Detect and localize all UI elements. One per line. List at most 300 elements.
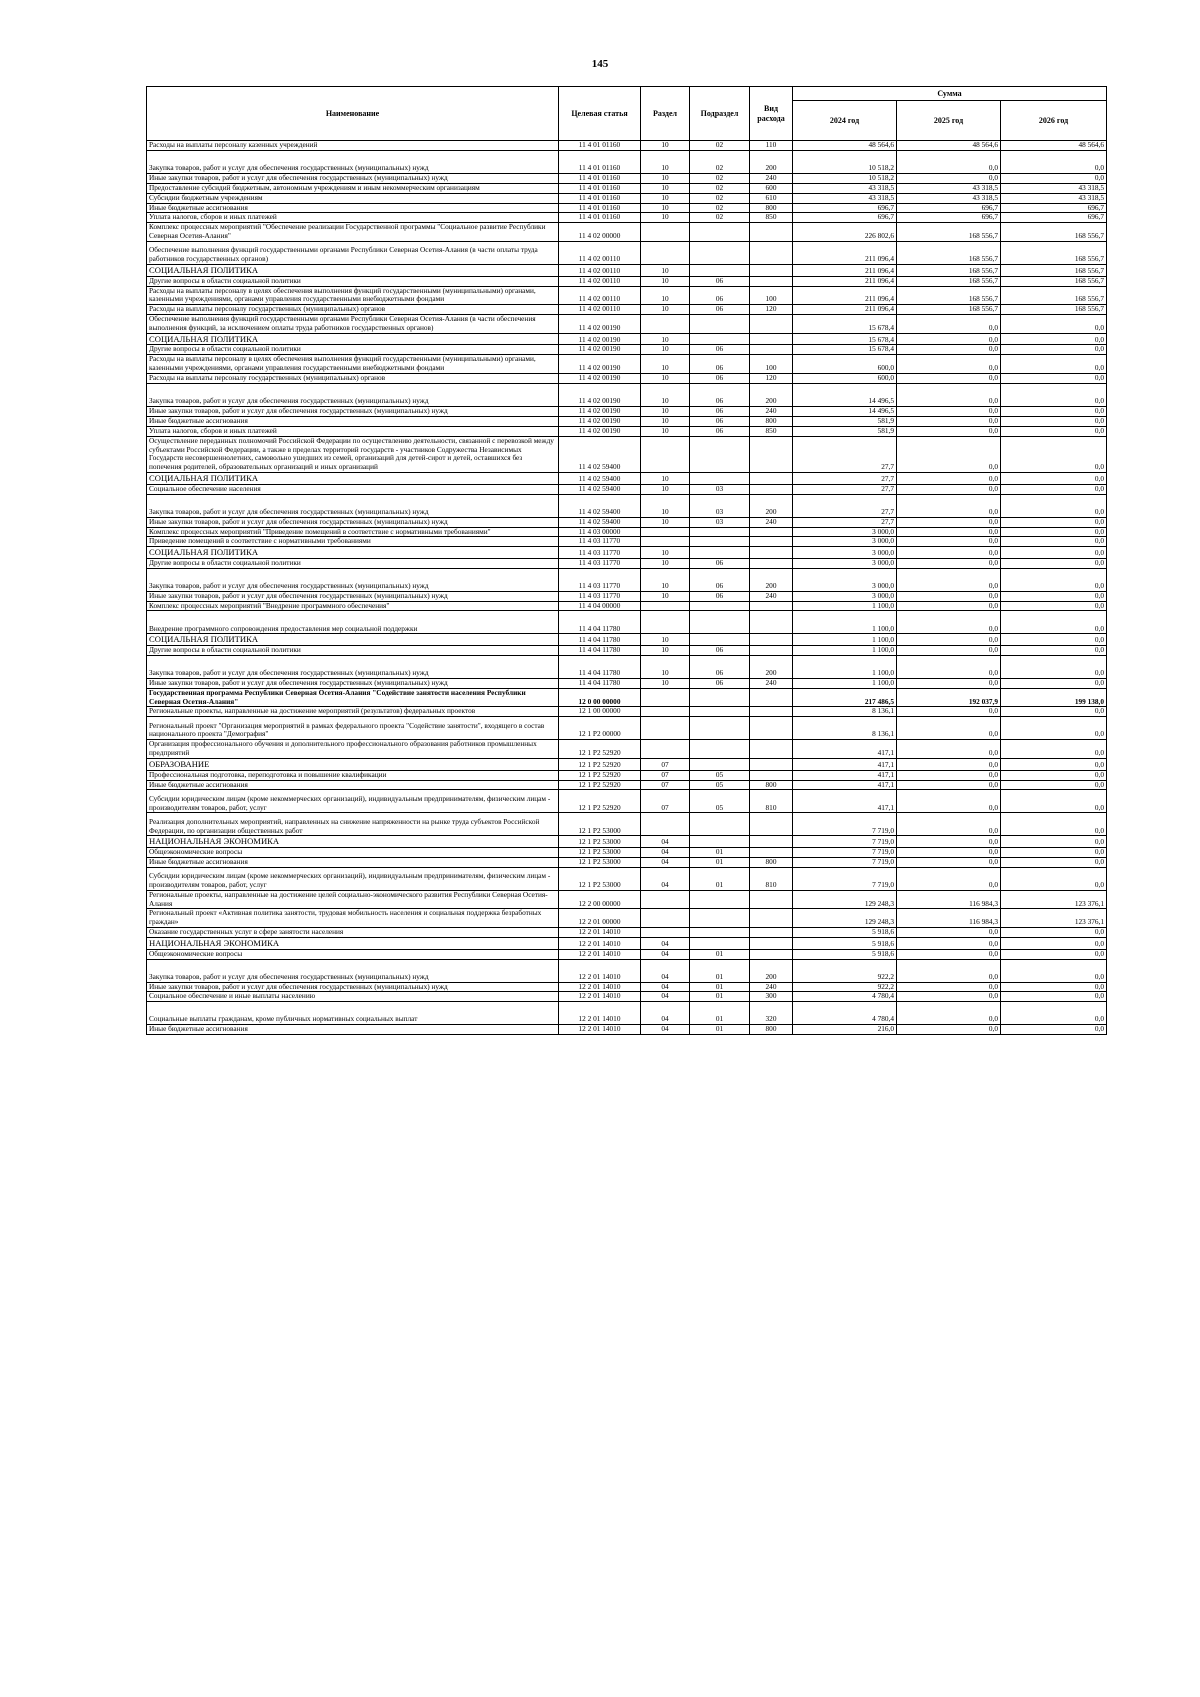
cell-podrazdel: 01	[690, 992, 750, 1002]
cell-2024: 3 000,0	[793, 591, 897, 601]
cell-2025: 0,0	[897, 384, 1001, 407]
cell-podrazdel: 06	[690, 655, 750, 678]
cell-2024: 417,1	[793, 759, 897, 770]
header-podrazdel: Подраздел	[690, 87, 750, 141]
cell-razdel: 10	[641, 265, 690, 276]
cell-code: 12 1 P2 52920	[559, 780, 641, 790]
cell-code: 11 4 03 11770	[559, 537, 641, 547]
cell-name: Обеспечение выполнения функций государственными органами Республики Северная Осетия-Алания (в части обеспечения выполнения функций, за исключением оплаты труда работников государственных органов)	[147, 315, 559, 334]
table-row	[147, 276, 1107, 286]
cell-2024: 129 248,3	[793, 909, 897, 928]
cell-razdel	[641, 436, 690, 473]
cell-podrazdel: 01	[690, 959, 750, 982]
cell-2026: 0,0	[1001, 494, 1107, 517]
cell-podrazdel	[690, 315, 750, 334]
cell-podrazdel	[690, 547, 750, 558]
cell-2026: 0,0	[1001, 717, 1107, 740]
budget-table-wrapper	[146, 86, 1106, 1035]
cell-2024: 15 678,4	[793, 315, 897, 334]
cell-podrazdel	[690, 634, 750, 645]
cell-razdel	[641, 717, 690, 740]
cell-razdel: 07	[641, 790, 690, 813]
cell-2024: 1 100,0	[793, 645, 897, 655]
cell-2025: 0,0	[897, 473, 1001, 484]
cell-razdel: 10	[641, 374, 690, 384]
cell-2024: 27,7	[793, 436, 897, 473]
cell-code: 12 1 P2 53000	[559, 836, 641, 847]
cell-2026: 0,0	[1001, 547, 1107, 558]
table-row	[147, 688, 1107, 707]
cell-2025: 696,7	[897, 213, 1001, 223]
table-row	[147, 770, 1107, 780]
cell-2026: 0,0	[1001, 759, 1107, 770]
cell-2026: 0,0	[1001, 959, 1107, 982]
cell-podrazdel: 06	[690, 355, 750, 374]
cell-2026: 0,0	[1001, 847, 1107, 857]
cell-code: 11 4 01 01160	[559, 150, 641, 173]
table-row	[147, 333, 1107, 344]
cell-razdel: 10	[641, 203, 690, 213]
cell-razdel: 10	[641, 173, 690, 183]
cell-2026: 168 556,7	[1001, 276, 1107, 286]
cell-razdel: 10	[641, 645, 690, 655]
cell-razdel: 10	[641, 655, 690, 678]
cell-code: 12 2 01 14010	[559, 992, 641, 1002]
cell-podrazdel: 06	[690, 374, 750, 384]
cell-name: Обеспечение выполнения функций государственными органами Республики Северная Осетия-Алания (в части оплаты труда работников государственных органов)	[147, 242, 559, 265]
cell-vid	[750, 847, 793, 857]
cell-name: Социальное обеспечение и иные выплаты населению	[147, 992, 559, 1002]
cell-vid: 800	[750, 780, 793, 790]
cell-podrazdel	[690, 611, 750, 634]
cell-podrazdel: 02	[690, 141, 750, 151]
cell-podrazdel	[690, 333, 750, 344]
cell-name: Организация профессионального обучения и дополнительного профессионального образования работников промышленных предприятий	[147, 740, 559, 759]
cell-code: 11 4 02 00190	[559, 426, 641, 436]
header-vid: Вид расхода	[750, 87, 793, 141]
cell-name: Расходы на выплаты персоналу государственных (муниципальных) органов	[147, 374, 559, 384]
cell-name: Комплекс процессных мероприятий "Внедрение программного обеспечения"	[147, 601, 559, 611]
cell-vid	[750, 645, 793, 655]
table-row	[147, 938, 1107, 949]
cell-code: 12 2 01 14010	[559, 959, 641, 982]
cell-2026: 0,0	[1001, 484, 1107, 494]
cell-code: 11 4 04 11780	[559, 678, 641, 688]
table-row	[147, 717, 1107, 740]
cell-2026: 0,0	[1001, 611, 1107, 634]
cell-2026: 0,0	[1001, 1025, 1107, 1035]
cell-2025: 0,0	[897, 949, 1001, 959]
cell-razdel	[641, 527, 690, 537]
table-row	[147, 355, 1107, 374]
cell-2024: 1 100,0	[793, 678, 897, 688]
cell-code: 11 4 03 11770	[559, 591, 641, 601]
cell-2025: 0,0	[897, 407, 1001, 417]
table-header	[147, 87, 1107, 141]
cell-podrazdel	[690, 527, 750, 537]
cell-2024: 14 496,5	[793, 407, 897, 417]
cell-name: СОЦИАЛЬНАЯ ПОЛИТИКА	[147, 473, 559, 484]
cell-2025: 43 318,5	[897, 183, 1001, 193]
cell-vid	[750, 547, 793, 558]
cell-name: Предоставление субсидий бюджетным, автономным учреждениям и иным некоммерческим организациям	[147, 183, 559, 193]
cell-2026: 0,0	[1001, 1002, 1107, 1025]
cell-2026: 0,0	[1001, 949, 1107, 959]
cell-2026: 0,0	[1001, 436, 1107, 473]
cell-2026: 0,0	[1001, 982, 1107, 992]
cell-2024: 211 096,4	[793, 286, 897, 305]
cell-razdel: 10	[641, 678, 690, 688]
cell-vid	[750, 813, 793, 836]
cell-2025: 0,0	[897, 436, 1001, 473]
cell-vid: 100	[750, 286, 793, 305]
cell-code: 12 1 P2 53000	[559, 867, 641, 890]
cell-2026: 0,0	[1001, 558, 1107, 568]
cell-2025: 0,0	[897, 355, 1001, 374]
table-row	[147, 223, 1107, 242]
cell-code: 12 1 P2 52920	[559, 790, 641, 813]
cell-razdel: 04	[641, 1025, 690, 1035]
cell-name: Региональные проекты, направленные на достижение целей социально-экономического развития Республики Северная Осетия-Алания	[147, 890, 559, 909]
cell-vid: 200	[750, 568, 793, 591]
cell-vid: 110	[750, 141, 793, 151]
cell-code: 12 2 00 00000	[559, 890, 641, 909]
cell-vid: 320	[750, 1002, 793, 1025]
cell-name: Закупка товаров, работ и услуг для обеспечения государственных (муниципальных) нужд	[147, 150, 559, 173]
cell-2024: 8 136,1	[793, 707, 897, 717]
cell-2026: 0,0	[1001, 473, 1107, 484]
table-row	[147, 436, 1107, 473]
cell-vid: 240	[750, 173, 793, 183]
cell-razdel: 04	[641, 836, 690, 847]
cell-vid: 100	[750, 355, 793, 374]
cell-name: Иные бюджетные ассигнования	[147, 1025, 559, 1035]
cell-2024: 129 248,3	[793, 890, 897, 909]
cell-razdel	[641, 537, 690, 547]
cell-2024: 7 719,0	[793, 867, 897, 890]
cell-code: 11 4 02 00190	[559, 345, 641, 355]
cell-code: 11 4 04 11780	[559, 645, 641, 655]
cell-code: 12 2 01 14010	[559, 938, 641, 949]
cell-podrazdel: 01	[690, 867, 750, 890]
cell-name: Приведение помещений в соответствие с нормативными требованиями	[147, 537, 559, 547]
cell-razdel: 10	[641, 213, 690, 223]
cell-2026: 0,0	[1001, 857, 1107, 867]
cell-podrazdel: 06	[690, 678, 750, 688]
cell-2025: 168 556,7	[897, 286, 1001, 305]
cell-razdel	[641, 909, 690, 928]
cell-razdel	[641, 242, 690, 265]
cell-podrazdel	[690, 890, 750, 909]
table-row	[147, 655, 1107, 678]
cell-2025: 0,0	[897, 591, 1001, 601]
cell-2025: 0,0	[897, 678, 1001, 688]
cell-vid	[750, 265, 793, 276]
budget-table	[146, 86, 1107, 1035]
cell-2024: 27,7	[793, 517, 897, 527]
table-row	[147, 867, 1107, 890]
cell-vid	[750, 836, 793, 847]
cell-2024: 5 918,6	[793, 938, 897, 949]
cell-2024: 211 096,4	[793, 276, 897, 286]
cell-name: Расходы на выплаты персоналу в целях обеспечения выполнения функций государственными (муниципальными) органами, казенными учреждениями, органами управления государственными внебюджетными фондами	[147, 355, 559, 374]
header-razdel: Раздел	[641, 87, 690, 141]
cell-name: СОЦИАЛЬНАЯ ПОЛИТИКА	[147, 333, 559, 344]
cell-podrazdel	[690, 813, 750, 836]
cell-2024: 3 000,0	[793, 547, 897, 558]
cell-podrazdel	[690, 717, 750, 740]
cell-2026: 168 556,7	[1001, 242, 1107, 265]
cell-2025: 0,0	[897, 707, 1001, 717]
cell-code: 12 2 01 14010	[559, 949, 641, 959]
cell-code: 12 2 01 00000	[559, 909, 641, 928]
cell-vid: 300	[750, 992, 793, 1002]
cell-razdel: 10	[641, 193, 690, 203]
cell-code: 11 4 02 00110	[559, 242, 641, 265]
cell-2026: 0,0	[1001, 707, 1107, 717]
cell-vid	[750, 537, 793, 547]
page-number: 145	[591, 58, 609, 70]
cell-podrazdel: 06	[690, 568, 750, 591]
cell-razdel: 10	[641, 305, 690, 315]
table-row	[147, 836, 1107, 847]
cell-2024: 696,7	[793, 213, 897, 223]
cell-name: Общеэкономические вопросы	[147, 847, 559, 857]
cell-razdel: 04	[641, 857, 690, 867]
cell-podrazdel: 05	[690, 770, 750, 780]
cell-code: 11 4 01 01160	[559, 183, 641, 193]
cell-vid	[750, 909, 793, 928]
cell-2024: 5 918,6	[793, 949, 897, 959]
cell-2025: 0,0	[897, 857, 1001, 867]
cell-vid: 200	[750, 494, 793, 517]
cell-razdel: 10	[641, 150, 690, 173]
cell-vid	[750, 770, 793, 780]
cell-name: Закупка товаров, работ и услуг для обеспечения государственных (муниципальных) нужд	[147, 384, 559, 407]
cell-2025: 0,0	[897, 790, 1001, 813]
cell-code: 11 4 01 01160	[559, 141, 641, 151]
cell-2024: 417,1	[793, 770, 897, 780]
table-row	[147, 494, 1107, 517]
cell-2024: 922,2	[793, 982, 897, 992]
cell-code: 12 0 00 00000	[559, 688, 641, 707]
cell-vid	[750, 473, 793, 484]
cell-code: 11 4 02 00190	[559, 416, 641, 426]
cell-razdel	[641, 223, 690, 242]
header-2025: 2025 год	[897, 101, 1001, 141]
cell-2025: 0,0	[897, 374, 1001, 384]
cell-razdel: 10	[641, 591, 690, 601]
cell-code: 11 4 04 11780	[559, 634, 641, 645]
cell-razdel	[641, 688, 690, 707]
cell-2025: 116 984,3	[897, 909, 1001, 928]
cell-razdel	[641, 813, 690, 836]
cell-razdel: 10	[641, 384, 690, 407]
cell-2025: 48 564,6	[897, 141, 1001, 151]
cell-2026: 168 556,7	[1001, 223, 1107, 242]
cell-code: 11 4 02 00190	[559, 374, 641, 384]
cell-name: ОБРАЗОВАНИЕ	[147, 759, 559, 770]
table-row	[147, 547, 1107, 558]
cell-2026: 0,0	[1001, 813, 1107, 836]
header-code: Целевая статья	[559, 87, 641, 141]
cell-razdel: 10	[641, 494, 690, 517]
cell-2026: 0,0	[1001, 345, 1107, 355]
cell-vid	[750, 928, 793, 938]
cell-2024: 7 719,0	[793, 836, 897, 847]
cell-2025: 0,0	[897, 655, 1001, 678]
table-body	[147, 141, 1107, 1035]
cell-vid	[750, 601, 793, 611]
cell-razdel	[641, 740, 690, 759]
cell-name: Субсидии юридическим лицам (кроме некоммерческих организаций), индивидуальным предпринимателям, физическим лицам - производителям товаров, работ, услуг	[147, 790, 559, 813]
cell-podrazdel: 02	[690, 193, 750, 203]
cell-code: 11 4 02 59400	[559, 484, 641, 494]
cell-podrazdel: 06	[690, 416, 750, 426]
cell-podrazdel: 02	[690, 150, 750, 173]
cell-2025: 192 037,9	[897, 688, 1001, 707]
cell-2026: 0,0	[1001, 407, 1107, 417]
cell-2024: 27,7	[793, 494, 897, 517]
cell-razdel: 07	[641, 770, 690, 780]
cell-2024: 1 100,0	[793, 601, 897, 611]
cell-vid	[750, 223, 793, 242]
cell-vid: 800	[750, 203, 793, 213]
table-row	[147, 591, 1107, 601]
cell-2024: 3 000,0	[793, 568, 897, 591]
cell-2025: 0,0	[897, 484, 1001, 494]
cell-2026: 123 376,1	[1001, 890, 1107, 909]
cell-name: НАЦИОНАЛЬНАЯ ЭКОНОМИКА	[147, 836, 559, 847]
cell-name: Социальные выплаты гражданам, кроме публичных нормативных социальных выплат	[147, 1002, 559, 1025]
cell-razdel: 10	[641, 547, 690, 558]
table-row	[147, 992, 1107, 1002]
cell-name: Иные закупки товаров, работ и услуг для обеспечения государственных (муниципальных) нужд	[147, 173, 559, 183]
cell-razdel: 10	[641, 634, 690, 645]
cell-razdel: 10	[641, 183, 690, 193]
cell-podrazdel: 02	[690, 173, 750, 183]
cell-2024: 43 318,5	[793, 183, 897, 193]
cell-2026: 123 376,1	[1001, 909, 1107, 928]
cell-podrazdel	[690, 759, 750, 770]
cell-name: Профессиональная подготовка, переподготовка и повышение квалификации	[147, 770, 559, 780]
cell-2024: 7 719,0	[793, 813, 897, 836]
cell-podrazdel	[690, 909, 750, 928]
cell-vid: 800	[750, 857, 793, 867]
cell-razdel: 10	[641, 286, 690, 305]
cell-2024: 3 000,0	[793, 558, 897, 568]
table-row	[147, 416, 1107, 426]
cell-2024: 696,7	[793, 203, 897, 213]
table-row	[147, 150, 1107, 173]
cell-vid	[750, 558, 793, 568]
cell-2024: 1 100,0	[793, 611, 897, 634]
table-row	[147, 407, 1107, 417]
cell-code: 11 4 02 00110	[559, 305, 641, 315]
cell-2026: 696,7	[1001, 203, 1107, 213]
table-row	[147, 517, 1107, 527]
cell-2025: 0,0	[897, 494, 1001, 517]
header-2026: 2026 год	[1001, 101, 1107, 141]
cell-vid: 810	[750, 790, 793, 813]
cell-2026: 0,0	[1001, 374, 1107, 384]
cell-name: Иные закупки товаров, работ и услуг для обеспечения государственных (муниципальных) нужд	[147, 982, 559, 992]
cell-name: Оказание государственных услуг в сфере занятости населения	[147, 928, 559, 938]
cell-podrazdel: 03	[690, 517, 750, 527]
cell-2025: 0,0	[897, 717, 1001, 740]
cell-2024: 922,2	[793, 959, 897, 982]
cell-podrazdel: 06	[690, 276, 750, 286]
cell-2026: 0,0	[1001, 527, 1107, 537]
cell-2025: 0,0	[897, 601, 1001, 611]
cell-2025: 0,0	[897, 780, 1001, 790]
cell-name: Расходы на выплаты персоналу казенных учреждений	[147, 141, 559, 151]
table-row	[147, 890, 1107, 909]
cell-podrazdel: 02	[690, 213, 750, 223]
cell-code: 11 4 02 00190	[559, 315, 641, 334]
cell-2025: 0,0	[897, 1002, 1001, 1025]
cell-2024: 600,0	[793, 355, 897, 374]
cell-vid: 240	[750, 678, 793, 688]
cell-code: 11 4 03 11770	[559, 568, 641, 591]
table-row	[147, 286, 1107, 305]
cell-podrazdel	[690, 436, 750, 473]
cell-2025: 0,0	[897, 959, 1001, 982]
cell-razdel: 10	[641, 407, 690, 417]
table-row	[147, 426, 1107, 436]
table-row	[147, 473, 1107, 484]
cell-2026: 0,0	[1001, 655, 1107, 678]
cell-podrazdel: 06	[690, 286, 750, 305]
cell-code: 11 4 02 00110	[559, 276, 641, 286]
cell-vid	[750, 634, 793, 645]
cell-razdel	[641, 315, 690, 334]
cell-2024: 4 780,4	[793, 992, 897, 1002]
cell-vid	[750, 611, 793, 634]
cell-2026: 0,0	[1001, 591, 1107, 601]
cell-name: Закупка товаров, работ и услуг для обеспечения государственных (муниципальных) нужд	[147, 959, 559, 982]
cell-name: Иные бюджетные ассигнования	[147, 203, 559, 213]
cell-name: Другие вопросы в области социальной политики	[147, 276, 559, 286]
cell-2025: 0,0	[897, 568, 1001, 591]
cell-vid: 200	[750, 959, 793, 982]
cell-podrazdel	[690, 601, 750, 611]
cell-2026: 48 564,6	[1001, 141, 1107, 151]
cell-razdel: 07	[641, 780, 690, 790]
table-row	[147, 759, 1107, 770]
table-row	[147, 568, 1107, 591]
cell-vid	[750, 938, 793, 949]
cell-2025: 0,0	[897, 611, 1001, 634]
cell-name: Субсидии бюджетным учреждениям	[147, 193, 559, 203]
cell-2024: 226 802,6	[793, 223, 897, 242]
cell-2024: 27,7	[793, 484, 897, 494]
cell-code: 12 1 P2 53000	[559, 813, 641, 836]
cell-2025: 0,0	[897, 416, 1001, 426]
cell-2024: 3 000,0	[793, 537, 897, 547]
cell-vid	[750, 688, 793, 707]
cell-code: 12 1 P2 53000	[559, 857, 641, 867]
cell-2024: 211 096,4	[793, 305, 897, 315]
cell-razdel: 04	[641, 1002, 690, 1025]
table-row	[147, 813, 1107, 836]
cell-2025: 0,0	[897, 813, 1001, 836]
cell-vid: 120	[750, 305, 793, 315]
cell-podrazdel: 02	[690, 183, 750, 193]
cell-name: Другие вопросы в области социальной политики	[147, 558, 559, 568]
cell-2025: 116 984,3	[897, 890, 1001, 909]
header-summa: Сумма	[793, 87, 1107, 101]
